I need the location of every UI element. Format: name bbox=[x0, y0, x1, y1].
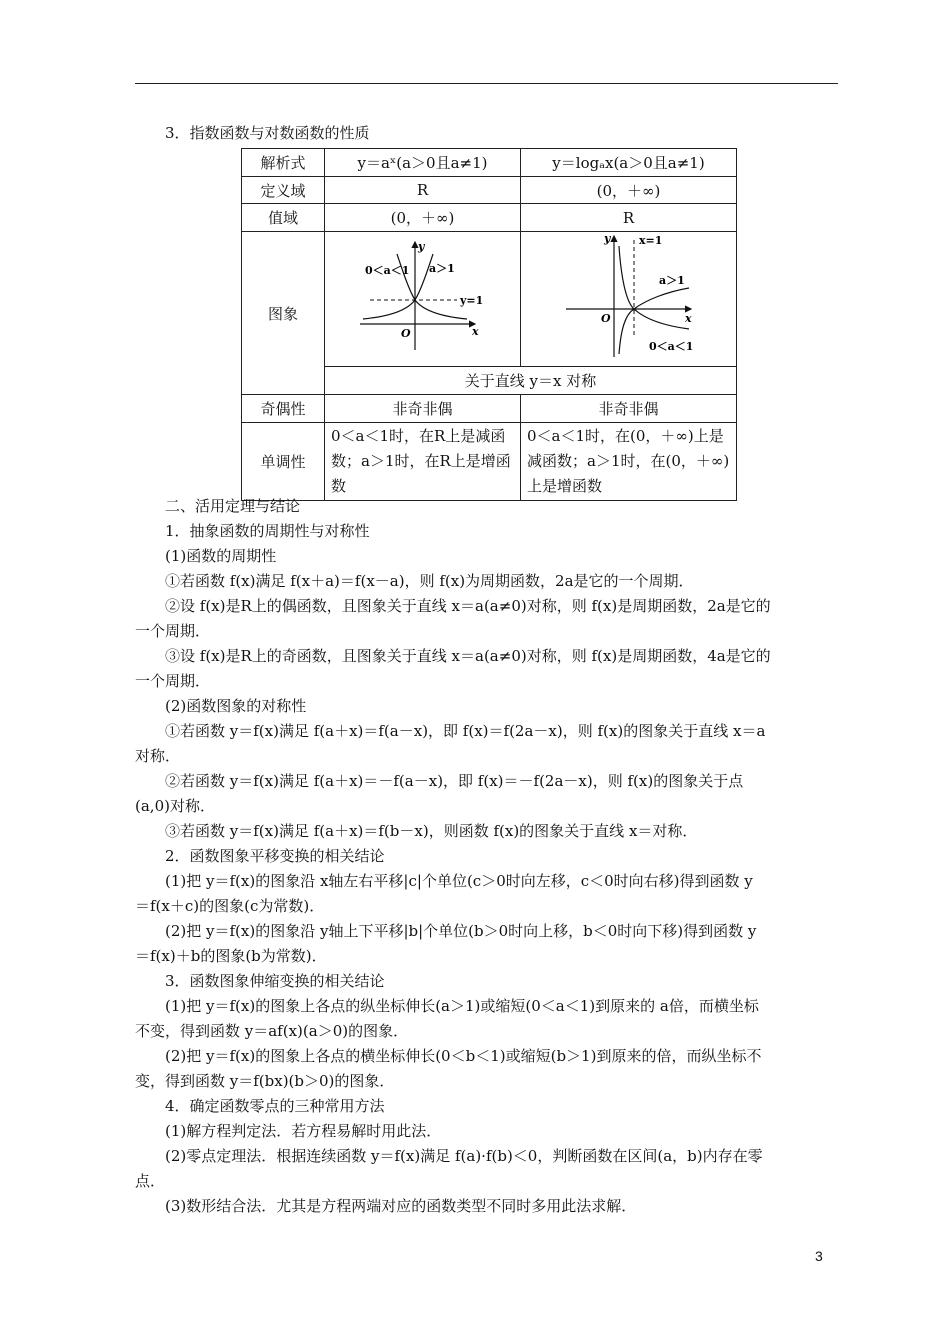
text-line: ＝f(x＋c)的图象(c为常数)． bbox=[135, 897, 325, 915]
table-row bbox=[242, 423, 737, 501]
cell: 0＜a＜1时，在(0，＋∞)上是减函数；a＞1时，在(0，＋∞)上是增函数 bbox=[521, 423, 737, 501]
text-line: ＝f(x)＋b的图象(b为常数)． bbox=[135, 947, 327, 965]
page-number: 3 bbox=[815, 1248, 823, 1264]
y-label: y bbox=[604, 232, 611, 245]
log-curve-a-lt-1 bbox=[619, 246, 689, 329]
text-line: 一个周期． bbox=[135, 672, 211, 690]
subsection-heading: 4．确定函数零点的三种常用方法 bbox=[165, 1097, 385, 1115]
section-title: 二、活用定理与结论 bbox=[165, 497, 301, 515]
text-line: (2)零点定理法．根据连续函数 y＝f(x)满足 f(a)·f(b)＜0，判断函数在区间(a，b)内存在零 bbox=[165, 1147, 763, 1165]
text-line: 一个周期． bbox=[135, 622, 211, 640]
table-row bbox=[242, 177, 737, 204]
text-line: ①若函数 f(x)满足 f(x＋a)＝f(x－a)，则 f(x)为周期函数，2a是它的一个周期． bbox=[165, 572, 694, 590]
log-graph bbox=[521, 232, 736, 362]
cell: 非奇非偶 bbox=[325, 395, 521, 423]
text-line: 对称． bbox=[135, 747, 181, 765]
text-line: ②设 f(x)是R上的偶函数，且图象关于直线 x＝a(a≠0)对称，则 f(x)是周期函数，2a是它的 bbox=[165, 597, 771, 615]
text-line: 变，得到函数 y＝f(bx)(b＞0)的图象． bbox=[135, 1072, 395, 1090]
cell: 0＜a＜1时，在R上是减函数；a＞1时，在R上是增函数 bbox=[325, 423, 521, 501]
row-label: 图象 bbox=[242, 232, 325, 395]
label-a-lt-1: 0＜a＜1 bbox=[649, 340, 694, 353]
cell: 非奇非偶 bbox=[521, 395, 737, 423]
label-x1: x=1 bbox=[639, 234, 663, 247]
text-line: (1)把 y＝f(x)的图象沿 x轴左右平移|c|个单位(c＞0时向左移，c＜0时向右移)得到函数 y bbox=[165, 872, 753, 890]
exp-graph bbox=[325, 232, 520, 362]
row-label: 奇偶性 bbox=[242, 395, 325, 423]
subsection-heading: 1．抽象函数的周期性与对称性 bbox=[165, 522, 370, 540]
text-line: ③若函数 y＝f(x)满足 f(a＋x)＝f(b－x)，则函数 f(x)的图象关于直线 x＝对称． bbox=[165, 822, 698, 840]
y-label: y bbox=[418, 240, 425, 253]
text-line: 不变，得到函数 y＝af(x)(a＞0)的图象． bbox=[135, 1022, 409, 1040]
text-line: (2)把 y＝f(x)的图象上各点的横坐标伸长(0＜b＜1)或缩短(b＞1)到原来的倍，而纵坐标不 bbox=[165, 1047, 762, 1065]
text-line: ①若函数 y＝f(x)满足 f(a＋x)＝f(a－x)，即 f(x)＝f(2a－x)，则 f(x)的图象关于直线 x＝a bbox=[165, 722, 766, 740]
text-line: (2)把 y＝f(x)的图象沿 y轴上下平移|b|个单位(b＞0时向上移，b＜0时向下移)得到函数 y bbox=[165, 922, 757, 940]
x-label: x bbox=[472, 325, 479, 338]
subsection-heading: 3．函数图象伸缩变换的相关结论 bbox=[165, 972, 385, 990]
cell: R bbox=[325, 177, 521, 204]
text-line: (1)把 y＝f(x)的图象上各点的纵坐标伸长(a＞1)或缩短(0＜a＜1)到原来的 a倍，而横坐标 bbox=[165, 997, 759, 1015]
cell: (0，＋∞) bbox=[325, 204, 521, 232]
row-label: 解析式 bbox=[242, 149, 325, 177]
text-line: ②若函数 y＝f(x)满足 f(a＋x)＝－f(a－x)，即 f(x)＝－f(2a－x)，则 f(x)的图象关于点 bbox=[165, 772, 744, 790]
row-label: 定义域 bbox=[242, 177, 325, 204]
x-label: x bbox=[685, 312, 692, 325]
properties-table bbox=[241, 148, 737, 501]
label-a-gt-1: a＞1 bbox=[429, 262, 455, 275]
text-line: (2)函数图象的对称性 bbox=[165, 697, 307, 715]
label-y1: y=1 bbox=[460, 294, 484, 307]
row-label: 值域 bbox=[242, 204, 325, 232]
text-line: ③设 f(x)是R上的奇函数，且图象关于直线 x＝a(a≠0)对称，则 f(x)是周期函数，4a是它的 bbox=[165, 647, 771, 665]
cell: y＝aˣ(a＞0且a≠1) bbox=[325, 149, 521, 177]
table-row bbox=[242, 395, 737, 423]
symmetry-note: 关于直线 y＝x 对称 bbox=[325, 367, 737, 395]
text-line: (a,0)对称． bbox=[135, 797, 215, 815]
graph-cell-exp bbox=[325, 232, 521, 367]
row-label: 单调性 bbox=[242, 423, 325, 501]
table-row bbox=[242, 232, 737, 367]
text-line: (3)数形结合法．尤其是方程两端对应的函数类型不同时多用此法求解． bbox=[165, 1197, 637, 1215]
header-rule bbox=[135, 83, 838, 84]
cell: R bbox=[521, 204, 737, 232]
table-row bbox=[242, 149, 737, 177]
label-a-gt-1: a＞1 bbox=[659, 274, 685, 287]
text-line: 点． bbox=[135, 1172, 166, 1190]
label-a-lt-1: 0＜a＜1 bbox=[365, 264, 410, 277]
graph-cell-log bbox=[521, 232, 737, 367]
section-heading-3: 3．指数函数与对数函数的性质 bbox=[165, 124, 370, 142]
subsection-heading: 2．函数图象平移变换的相关结论 bbox=[165, 847, 385, 865]
origin-label: O bbox=[601, 312, 611, 325]
text-line: (1)函数的周期性 bbox=[165, 547, 277, 565]
text-line: (1)解方程判定法．若方程易解时用此法． bbox=[165, 1122, 442, 1140]
table-row bbox=[242, 204, 737, 232]
cell: y＝logₐx(a＞0且a≠1) bbox=[521, 149, 737, 177]
cell: (0，＋∞) bbox=[521, 177, 737, 204]
origin-label: O bbox=[401, 327, 411, 340]
